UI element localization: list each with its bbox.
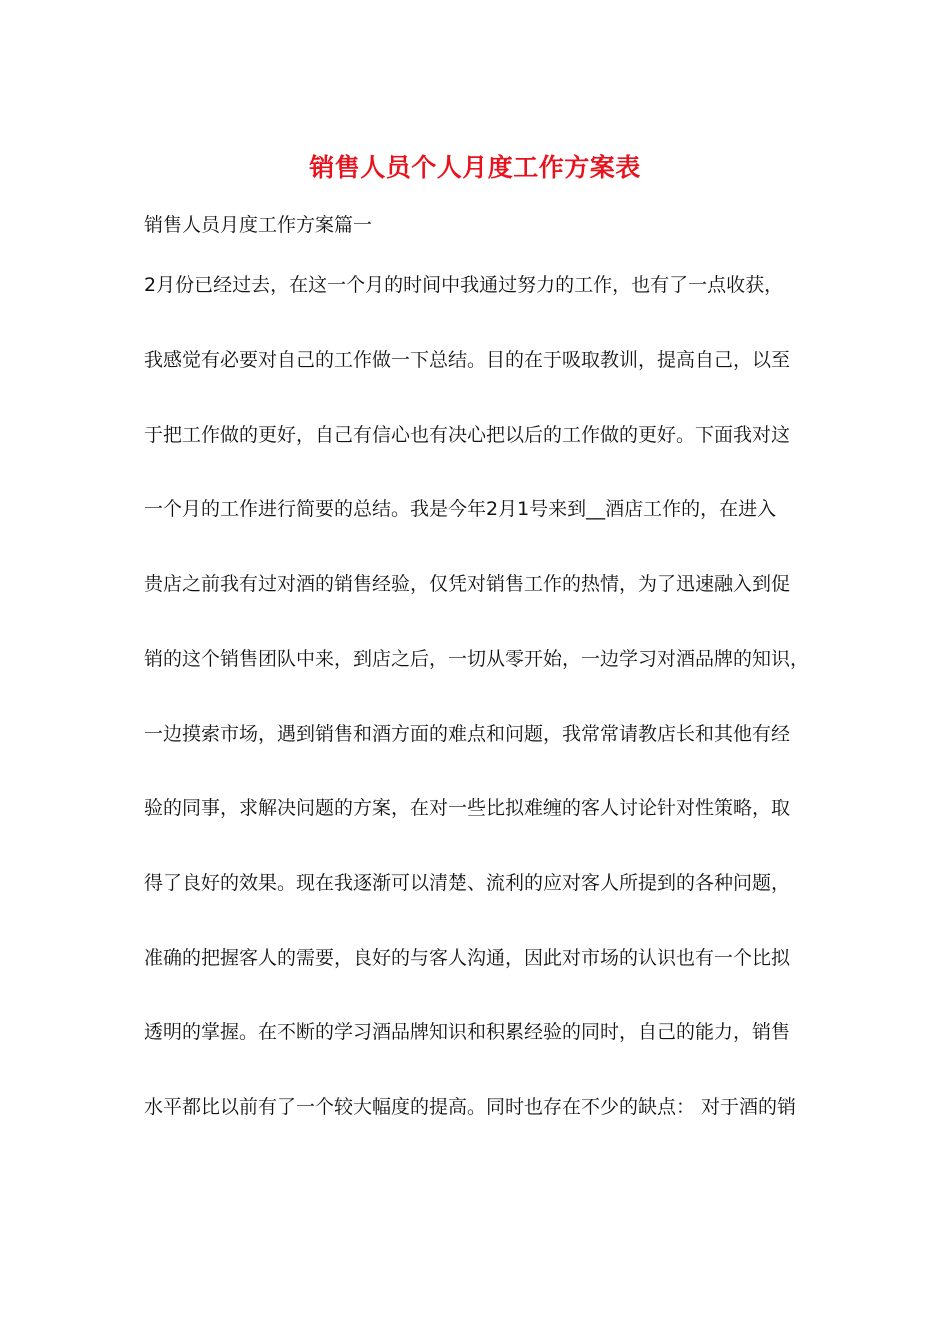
paragraph-line-10: 准确的把握客人的需要，良好的与客人沟通，因此对市场的认识也有一个比拟 — [144, 947, 791, 969]
document-title: 销售人员个人月度工作方案表 — [309, 153, 641, 182]
paragraph-line-6: 销的这个销售团队中来，到店之后，一切从零开始，一边学习对酒品牌的知识， — [144, 648, 810, 670]
paragraph-line-7: 一边摸索市场，遇到销售和酒方面的难点和问题，我常常请教店长和其他有经 — [144, 723, 791, 745]
paragraph-line-8: 验的同事，求解决问题的方案，在对一些比拟难缠的客人讨论针对性策略，取 — [144, 797, 791, 819]
paragraph-line-3: 于把工作做的更好，自己有信心也有决心把以后的工作做的更好。下面我对这 — [144, 424, 791, 446]
paragraph-line-1: 2月份已经过去，在这一个月的时间中我通过努力的工作，也有了一点收获， — [144, 274, 784, 296]
paragraph-line-5: 贵店之前我有过对酒的销售经验，仅凭对销售工作的热情，为了迅速融入到促 — [144, 573, 791, 595]
paragraph-line-2: 我感觉有必要对自己的工作做一下总结。目的在于吸取教训，提高自己，以至 — [144, 349, 791, 371]
paragraph-line-9: 得了良好的效果。现在我逐渐可以清楚、流利的应对客人所提到的各种问题， — [144, 872, 791, 894]
paragraph-line-12: 水平都比以前有了一个较大幅度的提高。同时也存在不少的缺点： 对于酒的销 — [144, 1096, 797, 1118]
paragraph-line-11: 透明的掌握。在不断的学习酒品牌知识和积累经验的同时，自己的能力，销售 — [144, 1021, 791, 1043]
section-heading: 销售人员月度工作方案篇一 — [144, 214, 373, 236]
paragraph-line-4: 一个月的工作进行简要的总结。我是今年2月1号来到__酒店工作的，在进入 — [144, 498, 777, 520]
